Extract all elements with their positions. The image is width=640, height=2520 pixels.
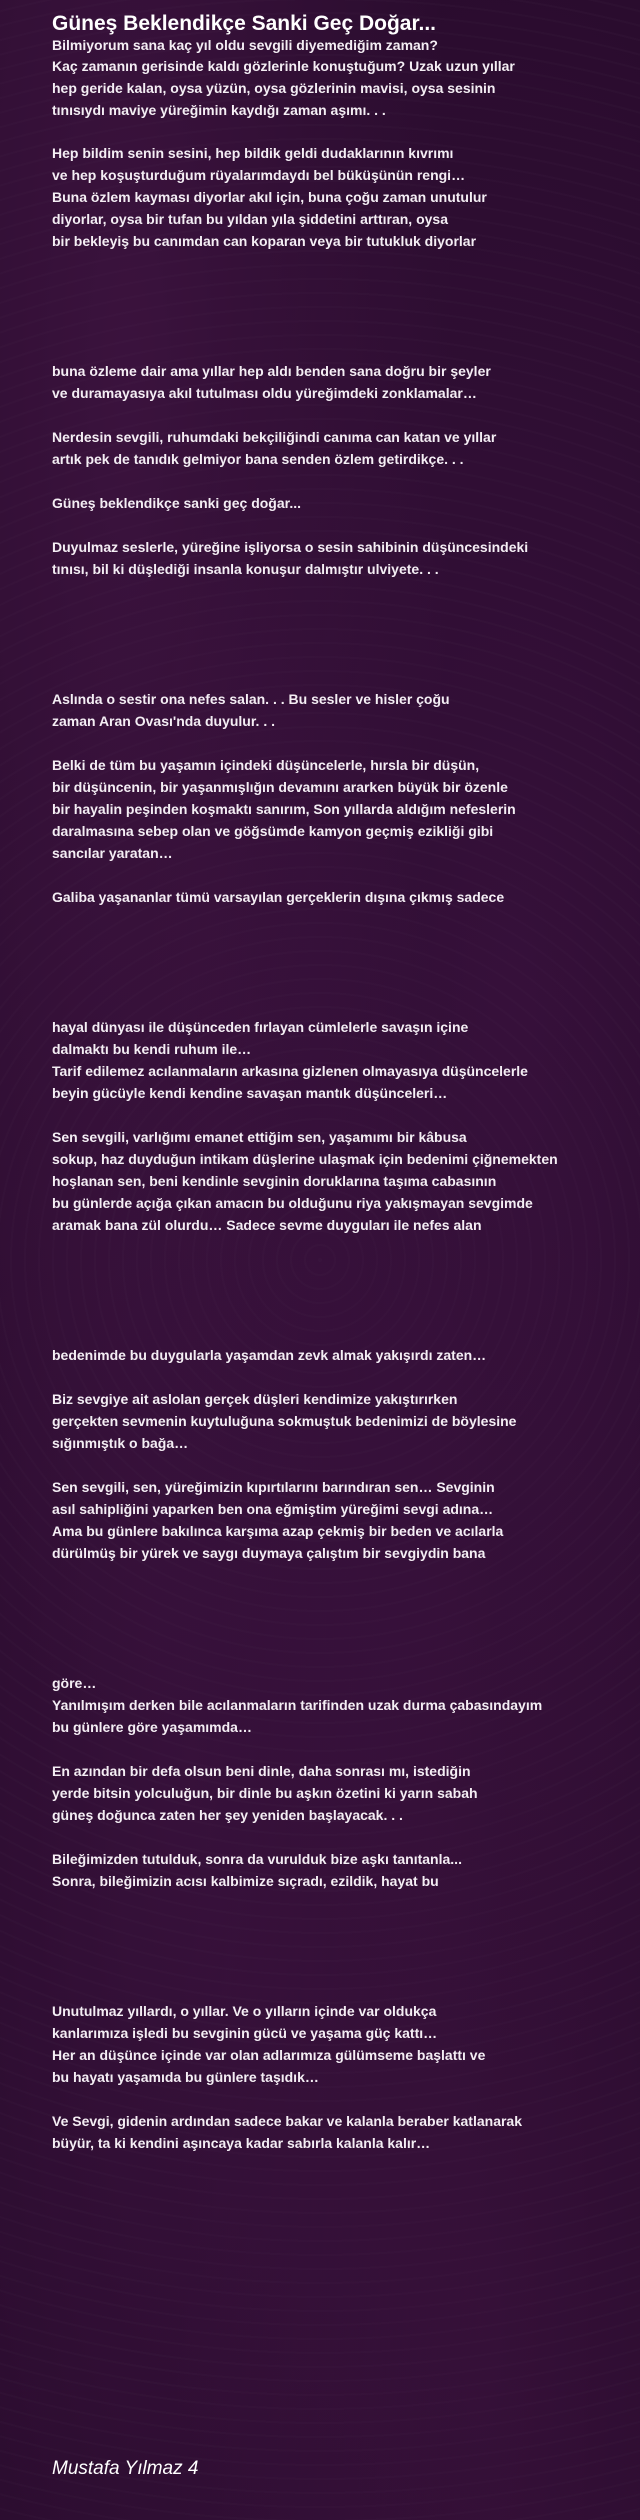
poem-line: Ama bu günlere bakılınca karşıma azap çekmiş bir beden ve acılarla — [52, 1523, 504, 1539]
poem-line: sığınmıştık o bağa… — [52, 1435, 189, 1451]
poem-line: Sonra, bileğimizin acısı kalbimize sıçradı, ezildik, hayat bu — [52, 1873, 439, 1889]
poem-line: hayal dünyası ile düşünceden fırlayan cümlelerle savaşın içine — [52, 1019, 469, 1035]
poem-line: Sen sevgili, varlığımı emanet ettiğim sen, yaşamımı bir kâbusa — [52, 1129, 467, 1145]
poem-line: ve hep koşuşturduğum rüyalarımdaydı bel büküşünün rengi… — [52, 167, 466, 183]
poem-line: Nerdesin sevgili, ruhumdaki bekçiliğindi canıma can katan ve yıllar — [52, 429, 497, 445]
poem-line: Aslında o sestir ona nefes salan. . . Bu sesler ve hisler çoğu — [52, 691, 450, 707]
poem-line: bir hayalin peşinden koşmaktı sanırım, Son yıllarda aldığım nefeslerin — [52, 801, 516, 817]
poem-line: Sen sevgili, sen, yüreğimizin kıpırtılarını barındıran sen… Sevginin — [52, 1479, 495, 1495]
poem-line: hep geride kalan, oysa yüzün, oysa gözlerinin mavisi, oysa sesinin — [52, 80, 496, 96]
poem-line: buna özleme dair ama yıllar hep aldı benden sana doğru bir şeyler — [52, 363, 491, 379]
poem-line: beyin gücüyle kendi kendine savaşan mantık düşünceleri… — [52, 1085, 448, 1101]
poem-line: Bileğimizden tutulduk, sonra da vurulduk bize aşkı tanıtanla... — [52, 1851, 462, 1867]
poem-line: Kaç zamanın gerisinde kaldı gözlerinle konuştuğum? Uzak uzun yıllar — [52, 58, 515, 74]
poem-line: daralmasına sebep olan ve göğsümde kamyon geçmiş ezikliği gibi — [52, 823, 494, 839]
poem-line: Belki de tüm bu yaşamın içindeki düşüncelerle, hırsla bir düşün, — [52, 757, 480, 773]
poem-line: dalmaktı bu kendi ruhum ile… — [52, 1041, 252, 1057]
poem-line: göre… — [52, 1675, 97, 1691]
poem-line: hoşlanan sen, beni kendinle sevginin doruklarına taşıma cabasının — [52, 1173, 497, 1189]
poem-line: Her an düşünce içinde var olan adlarımıza gülümseme başlattı ve — [52, 2047, 486, 2063]
poem-line: kanlarımıza işledi bu sevginin gücü ve yaşama güç kattı… — [52, 2025, 438, 2041]
poem-line: aramak bana zül olurdu… Sadece sevme duyguları ile nefes alan — [52, 1217, 482, 1233]
poem-line: büyür, ta ki kendini aşıncaya kadar sabırla kalanla kalır… — [52, 2135, 431, 2151]
poem-line: ve duramayasıya akıl tutulması oldu yüreğimdeki zonklamalar… — [52, 385, 477, 401]
poem-line: bu hayatı yaşamıda bu günlere taşıdık… — [52, 2069, 319, 2085]
poem-line: bu günlere göre yaşamımda… — [52, 1719, 252, 1735]
poem-line: artık pek de tanıdık gelmiyor bana senden özlem getirdikçe. . . — [52, 451, 464, 467]
poem-line: bu günlerde açığa çıkan amacın bu olduğunu riya yakışmayan sevgimde — [52, 1195, 533, 1211]
poem-line: yerde bitsin yolculuğun, bir dinle bu aşkın özetini ki yarın sabah — [52, 1785, 478, 1801]
poem-line: dürülmüş bir yürek ve saygı duymaya çalıştım bir sevgiydin bana — [52, 1545, 486, 1561]
poem-line: zaman Aran Ovası'nda duyulur. . . — [52, 713, 275, 729]
author-signature: Mustafa Yılmaz 4 — [52, 2458, 199, 2479]
poem-line: Güneş beklendikçe sanki geç doğar... — [52, 495, 301, 511]
poem-line: Hep bildim senin sesini, hep bildik geldi dudaklarının kıvrımı — [52, 145, 454, 161]
poem-line: gerçekten sevmenin kuytuluğuna sokmuştuk bedenimizi de böylesine — [52, 1413, 517, 1429]
poem-line: Galiba yaşananlar tümü varsayılan gerçeklerin dışına çıkmış sadece — [52, 889, 505, 905]
poem-line: En azından bir defa olsun beni dinle, daha sonrası mı, istediğin — [52, 1763, 471, 1779]
poem-line: diyorlar, oysa bir tufan bu yıldan yıla şiddetini arttıran, oysa — [52, 211, 448, 227]
poem-line: Ve Sevgi, gidenin ardından sadece bakar ve kalanla beraber katlanarak — [52, 2113, 523, 2129]
poem-line: Biz sevgiye ait aslolan gerçek düşleri kendimize yakıştırırken — [52, 1391, 458, 1407]
poem-line: Buna özlem kayması diyorlar akıl için, buna çoğu zaman unutulur — [52, 189, 487, 205]
poem-line: Tarif edilemez acılanmaların arkasına gizlenen olmayasıya düşüncelerle — [52, 1063, 528, 1079]
poem-line: asıl sahipliğini yaparken ben ona eğmiştim yüreğimi sevgi adına… — [52, 1501, 494, 1517]
poem-line: tınısı, bil ki düşlediği insanla konuşur dalmıştır ulviyete. . . — [52, 561, 439, 577]
poem-line: Bilmiyorum sana kaç yıl oldu sevgili diyemediğim zaman? — [52, 37, 438, 53]
poem-line: sokup, haz duyduğun intikam düşlerine ulaşmak için bedenimi çiğnemekten — [52, 1151, 558, 1167]
poem-line: güneş doğunca zaten her şey yeniden başlayacak. . . — [52, 1807, 403, 1823]
poem-line: bir bekleyiş bu canımdan can koparan veya bir tutukluk diyorlar — [52, 233, 477, 249]
poem-line: bedenimde bu duygularla yaşamdan zevk almak yakışırdı zaten… — [52, 1347, 487, 1363]
poem-line: tınısıydı maviye yüreğimin kaydığı zaman aşımı. . . — [52, 102, 386, 118]
poem-line: bir düşüncenin, bir yaşanmışlığın devamını ararken büyük bir özenle — [52, 779, 508, 795]
poem-line: Yanılmışım derken bile acılanmaların tarifinden uzak durma çabasındayım — [52, 1697, 543, 1713]
poem-line: sancılar yaratan… — [52, 845, 173, 861]
poem-title: Güneş Beklendikçe Sanki Geç Doğar... — [52, 12, 436, 35]
poem-line: Duyulmaz seslerle, yüreğine işliyorsa o sesin sahibinin düşüncesindeki — [52, 539, 529, 555]
poem-line: Unutulmaz yıllardı, o yıllar. Ve o yılların içinde var oldukça — [52, 2003, 437, 2019]
